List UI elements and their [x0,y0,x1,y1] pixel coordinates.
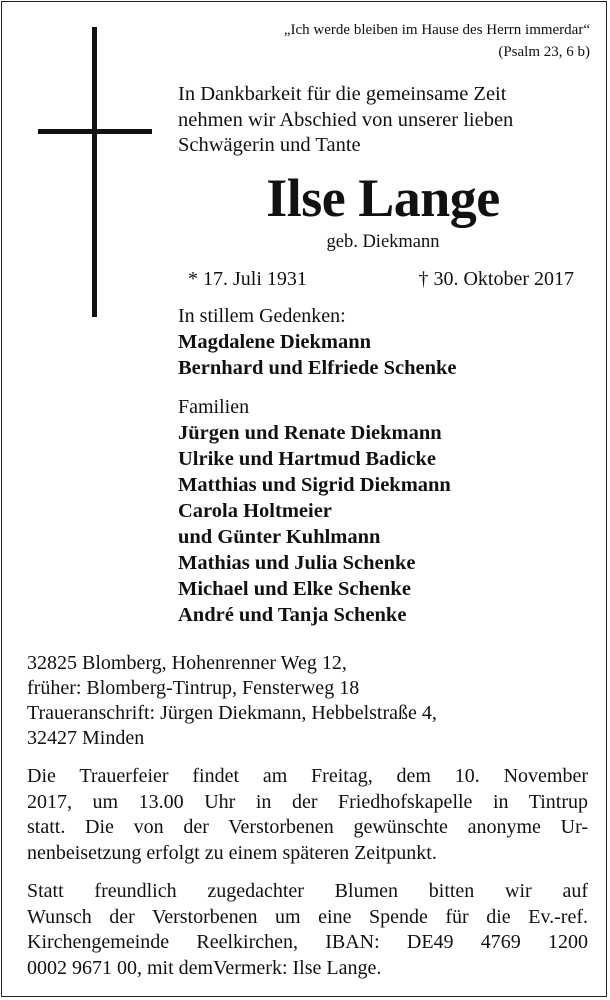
intro-line: nehmen wir Abschied von unserer lieben [178,108,514,131]
bible-quote [284,19,590,63]
intro-line: In Dankbarkeit für die gemeinsame Zeit [178,83,507,105]
birth-date: * 17. Juli 1931 [188,268,307,290]
donation-line: Kirchengemeinde Reelkirchen, IBAN: DE49 4769 1200 [27,931,588,953]
families-heading: Familien [178,396,250,418]
address-line: 32825 Blomberg, Hohenrenner Weg 12, [27,652,347,674]
funeral-line: 2017, um 13.00 Uhr in der Friedhofskapelle in Tintrup [27,790,588,813]
deceased-name: Ilse Lange [266,168,500,228]
family-name: Jürgen und Renate Diekmann [178,422,442,444]
family-name: Carola Holtmeier [178,500,332,522]
family-name: Michael und Elke Schenke [178,578,411,600]
funeral-line: Die Trauerfeier findet am Freitag, dem 10. November [27,765,588,787]
mourner-name: Bernhard und Elfriede Schenke [178,357,457,379]
cross-horizontal-bar [38,129,152,134]
funeral-line: statt. Die von der Verstorbenen gewünschte anonyme Ur- [27,816,588,838]
family-name: André und Tanja Schenke [178,604,407,626]
family-name: und Günter Kuhlmann [178,526,381,548]
family-name: Matthias und Sigrid Diekmann [178,474,451,496]
funeral-line: nenbeisetzung erfolgt zu einem späteren Zeitpunkt. [27,841,437,864]
donation-paragraph [27,879,588,981]
cross-vertical-bar [92,27,97,317]
donation-line: Statt freundlich zugedachter Blumen bitten wir auf [27,880,588,902]
death-date: † 30. Oktober 2017 [418,268,574,290]
mourners-heading: In stillem Gedenken: [178,305,346,327]
quote-text: „Ich werde bleiben im Hause des Herrn immerdar“ [283,22,590,38]
intro-line: Schwägerin und Tante [178,134,361,156]
donation-line: Wunsch der Verstorbenen um eine Spende für die Ev.-ref. [27,905,588,928]
mourners-block [178,303,598,381]
family-name: Ulrike und Hartmud Badicke [178,448,436,470]
maiden-name: geb. Diekmann [326,232,440,252]
address-line: 32427 Minden [27,727,145,749]
families-block [178,394,598,628]
mourner-name: Magdalene Diekmann [178,331,372,353]
address-block [27,651,587,751]
donation-line: 0002 9671 00, mit demVermerk: Ilse Lange. [27,956,382,979]
family-name: Mathias und Julia Schenke [178,552,416,574]
intro-text [178,82,588,159]
address-line: früher: Blomberg-Tintrup, Fensterweg 18 [27,677,360,699]
address-line: Traueranschrift: Jürgen Diekmann, Hebbelstraße 4, [27,702,437,724]
quote-source: (Psalm 23, 6 b) [498,44,590,60]
funeral-paragraph [27,764,588,866]
